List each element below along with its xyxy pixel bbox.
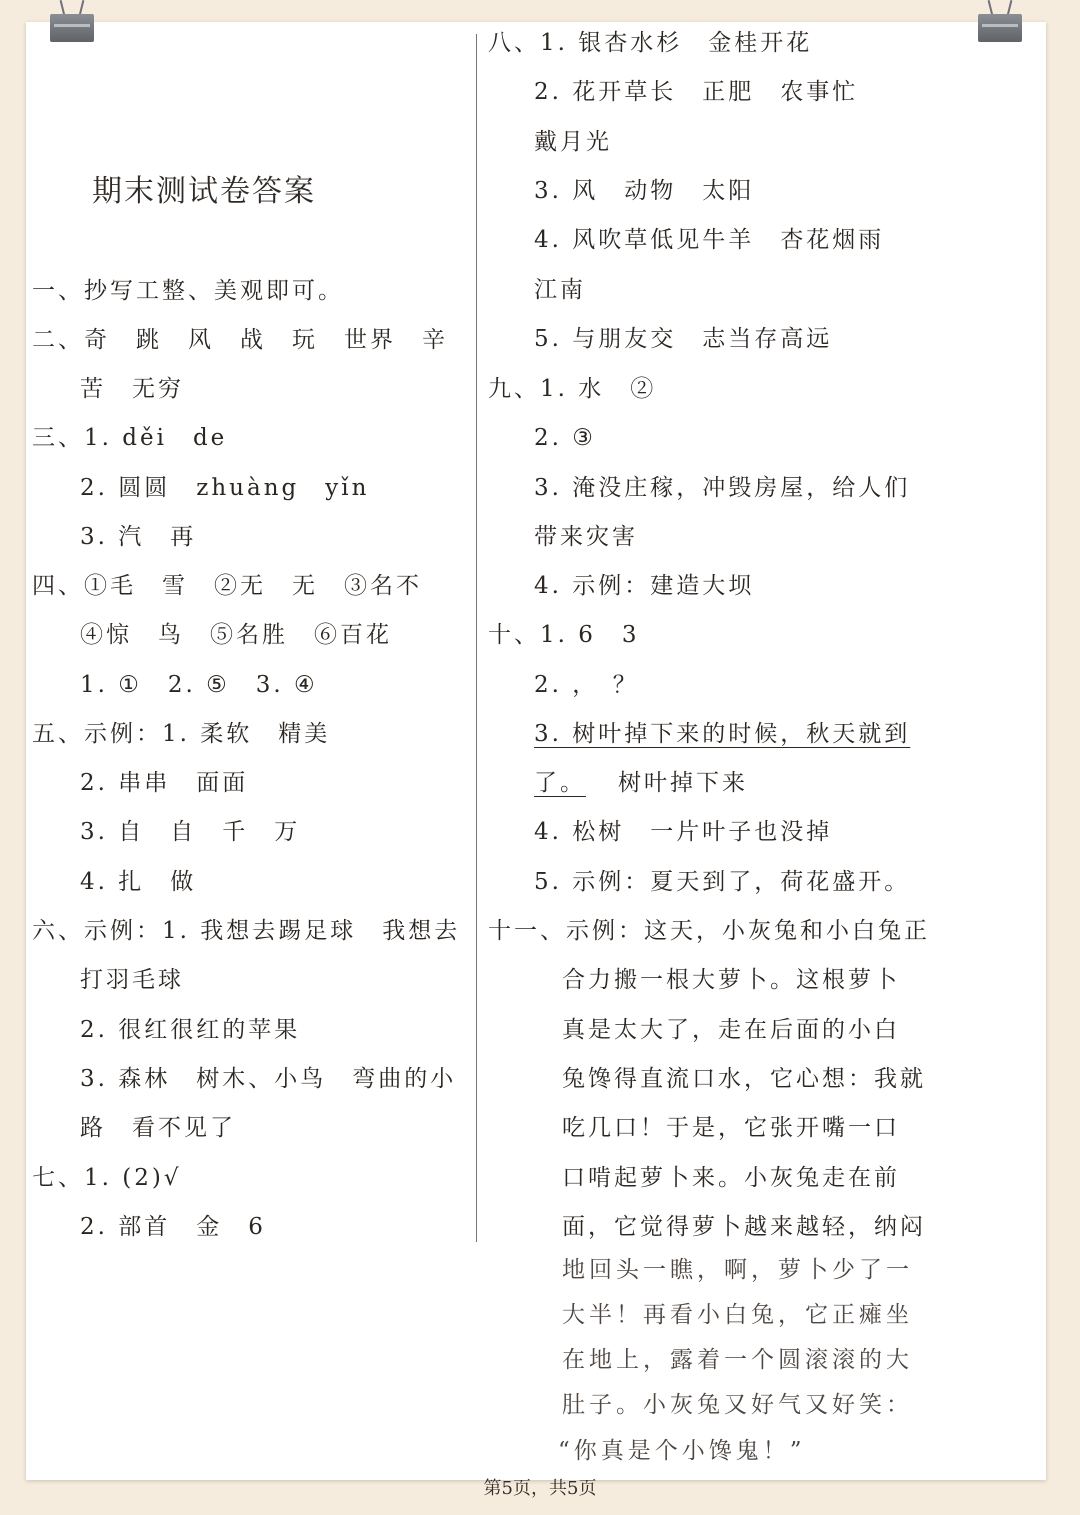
answer-line: 5. 与朋友交 志当存高远 (534, 326, 833, 352)
answer-line: 树叶掉下来 (618, 770, 748, 796)
answer-line: 4. 松树 一片叶子也没掉 (534, 819, 833, 845)
page-title: 期末测试卷答案 (92, 174, 316, 209)
answer-line: 十、1. 6 3 (488, 622, 640, 648)
answer-line: 2. 花开草长 正肥 农事忙 (534, 79, 859, 105)
answer-line: 五、示例：1. 柔软 精美 (32, 721, 331, 747)
answer-line: 面，它觉得萝卜越来越轻，纳闷 (562, 1214, 926, 1240)
answer-line: 大半！再看小白兔，它正瘫坐 (562, 1302, 913, 1328)
answer-line: 九、1. 水 ② (488, 376, 657, 402)
answer-line: 4. 风吹草低见牛羊 杏花烟雨 (534, 227, 885, 253)
column-divider (476, 34, 477, 1242)
answer-line: 四、①毛 雪 ②无 无 ③名不 (32, 573, 422, 599)
answer-line: 2. 部首 金 6 (80, 1214, 266, 1240)
answer-line: 十一、示例：这天，小灰兔和小白兔正 (488, 918, 930, 944)
answer-line: 地回头一瞧，啊，萝卜少了一 (562, 1257, 913, 1283)
answer-line: 带来灾害 (534, 524, 638, 550)
answer-line-underlined: 3. 树叶掉下来的时候，秋天就到 (534, 721, 911, 747)
binder-clip-right-icon (978, 0, 1022, 42)
answer-line: 江南 (534, 277, 586, 303)
answer-line: 一、抄写工整、美观即可。 (32, 278, 344, 304)
answer-line: 2. 串串 面面 (80, 770, 249, 796)
answer-line: “你真是个小馋鬼！” (558, 1438, 806, 1464)
answer-line-underlined: 了。 (534, 770, 586, 796)
answer-line: 兔馋得直流口水，它心想：我就 (562, 1066, 926, 1092)
answer-line: 二、奇 跳 风 战 玩 世界 辛 (32, 327, 448, 353)
answer-line: 六、示例：1. 我想去踢足球 我想去 (32, 918, 461, 944)
answer-line: 打羽毛球 (80, 967, 184, 993)
answer-line: 3. 淹没庄稼，冲毁房屋，给人们 (534, 475, 911, 501)
answer-line: 2. ， ？ (534, 672, 639, 698)
answer-line: 4. 示例：建造大坝 (534, 573, 755, 599)
answer-line: 5. 示例：夏天到了，荷花盛开。 (534, 869, 911, 895)
answer-line: 3. 汽 再 (80, 524, 197, 550)
answer-line: 吃几口！于是，它张开嘴一口 (562, 1115, 900, 1141)
answer-line: 2. 圆圆 zhuàng yǐn (80, 475, 370, 501)
answer-line: 3. 自 自 千 万 (80, 819, 301, 845)
answer-line: 七、1. (2)√ (32, 1165, 182, 1191)
answer-line: 戴月光 (534, 129, 612, 155)
answer-line: 肚子。小灰兔又好气又好笑： (562, 1392, 913, 1418)
answer-line: 3. 森林 树木、小鸟 弯曲的小 (80, 1066, 457, 1092)
answer-line: 口啃起萝卜来。小灰兔走在前 (562, 1165, 900, 1191)
page-number: 第5页，共5页 (483, 1478, 597, 1499)
answer-line: 2. ③ (534, 425, 596, 451)
answer-line: 3. 风 动物 太阳 (534, 178, 755, 204)
answer-line: 4. 扎 做 (80, 869, 197, 895)
answer-line: 苦 无穷 (80, 376, 184, 402)
answer-line: 在地上，露着一个圆滚滚的大 (562, 1347, 913, 1373)
answer-line: 三、1. děi de (32, 425, 228, 451)
answer-line: 1. ① 2. ⑤ 3. ④ (80, 672, 318, 698)
answer-line: 八、1. 银杏水杉 金桂开花 (488, 30, 813, 56)
answer-line: 2. 很红很红的苹果 (80, 1017, 301, 1043)
answer-line: 合力搬一根大萝卜。这根萝卜 (562, 967, 900, 993)
answer-line: 路 看不见了 (80, 1115, 236, 1141)
binder-clip-left-icon (50, 0, 94, 42)
answer-line: ④惊 鸟 ⑤名胜 ⑥百花 (80, 622, 392, 648)
answer-line: 真是太大了，走在后面的小白 (562, 1017, 900, 1043)
